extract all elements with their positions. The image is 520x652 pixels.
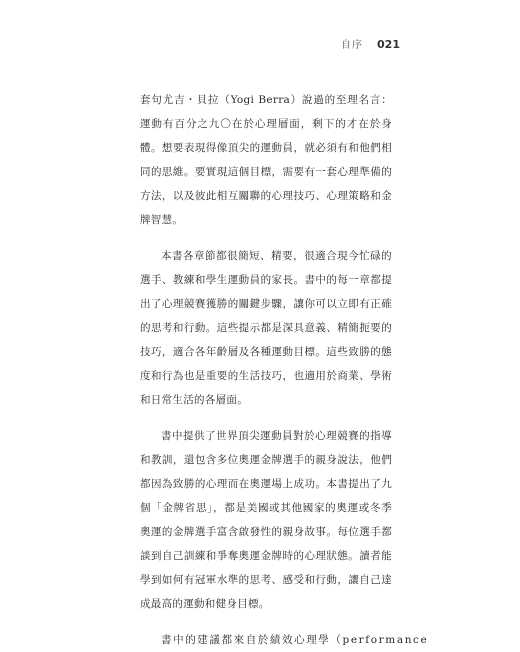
body-text (140, 88, 429, 652)
page-number: 021 (377, 38, 400, 51)
paragraph: 書中提供了世界頂尖運動員對於心理競賽的指導和教訓，還包含多位奧運金牌選手的親身說法，他們都因為致勝的心理而在奧運場上成功。本書提出了九個「金牌省思」，都是美國或其他國家的奧運或冬季奧運的金牌選手富含啟發性的親身故事。每位選手都談到自己訓練和爭奪奧運金牌時的心理狀態。讀者能學到如何有冠軍水準的思考、感受和行動，讓自己達成最高的運動和健身目標。 (140, 430, 392, 610)
paragraph: 套句尤吉・貝拉（Yogi Berra）說過的至理名言：運動有百分之九〇在於心理層面，剩下的才在於身體。想要表現得像頂尖的運動員，就必須有和他們相同的思維。要實現這個目標，需要有一套心理準備的方法，以及彼此相互關聯的心理技巧、心理策略和金牌智慧。 (140, 94, 392, 226)
running-header (341, 36, 400, 51)
section-title: 自序 (341, 40, 364, 51)
paragraph: 本書各章節都很簡短、精要，很適合現今忙碌的選手、教練和學生運動員的家長。書中的每一章都提出了心理競賽獲勝的關鍵步驟，讓你可以立即有正確的思考和行動。這些提示都是深具意義、精簡扼要的技巧，適合各年齡層及各種運動目標。這些致勝的態度和行為也是重要的生活技巧，也適用於商業、學術和日常生活的各層面。 (140, 250, 392, 406)
paragraph: 書中的建議都來自於績效心理學（performance (161, 634, 429, 646)
